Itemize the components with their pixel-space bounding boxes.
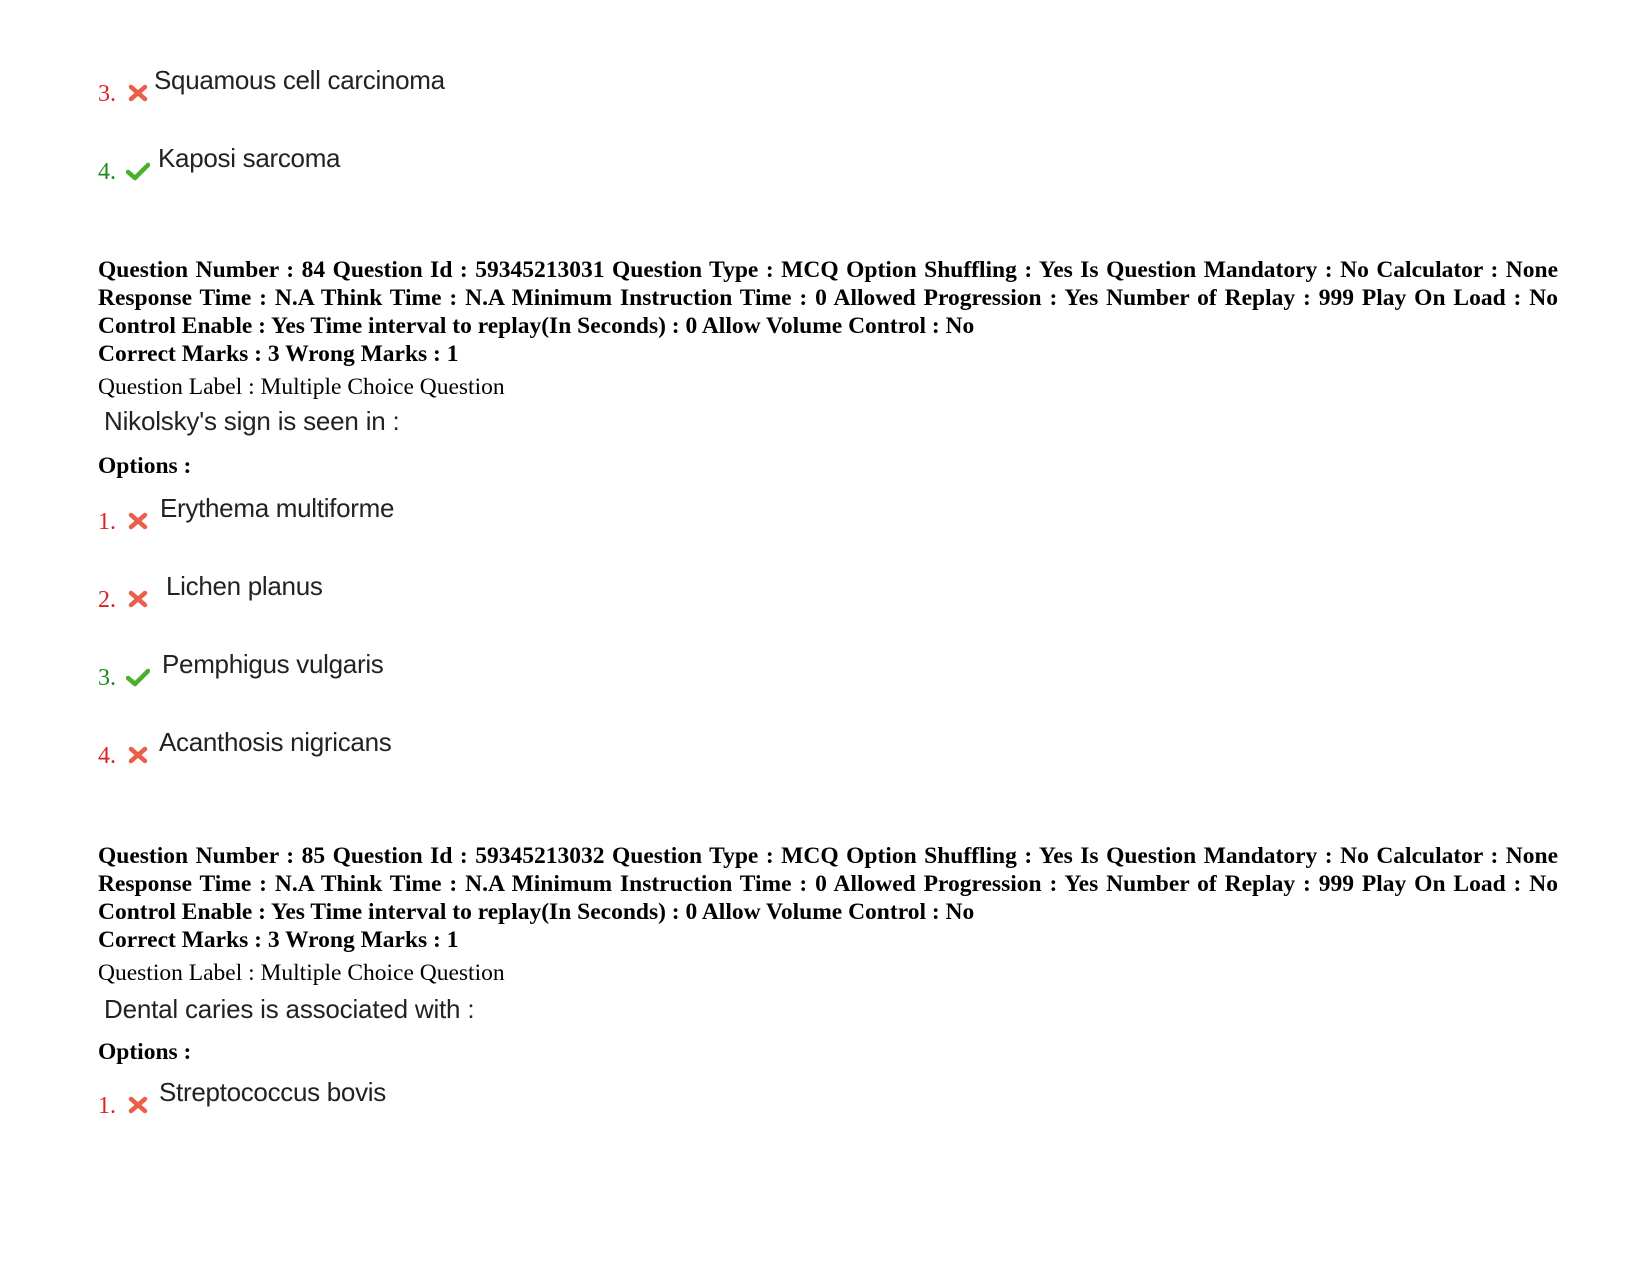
cross-icon <box>126 744 150 766</box>
question-text: Nikolsky's sign is seen in : <box>104 406 400 436</box>
option-text: Squamous cell carcinoma <box>154 65 445 95</box>
option-row <box>98 650 798 690</box>
option-row <box>98 728 798 768</box>
question-marks: Correct Marks : 3 Wrong Marks : 1 <box>98 927 459 953</box>
option-text: Kaposi sarcoma <box>158 143 341 173</box>
question-text: Dental caries is associated with : <box>104 994 475 1024</box>
option-text: Pemphigus vulgaris <box>162 649 384 679</box>
option-number: 4. <box>98 159 116 185</box>
option-row <box>98 572 798 612</box>
option-text: Acanthosis nigricans <box>159 727 392 757</box>
options-heading: Options : <box>98 1039 192 1065</box>
option-text: Erythema multiforme <box>160 493 395 523</box>
cross-icon <box>126 588 150 610</box>
option-number: 2. <box>98 587 116 613</box>
cross-icon <box>126 82 150 104</box>
option-row <box>98 1078 798 1118</box>
option-number: 1. <box>98 509 116 535</box>
question-marks: Correct Marks : 3 Wrong Marks : 1 <box>98 341 459 367</box>
question-meta: Question Number : 85 Question Id : 59345213032 Question Type : MCQ Option Shuffling : Yes Is Question Mandatory : No Calculator : None Response Time : N.A Think Time : N.A Minimum Instruction Time : 0 Allowed Progression : Yes Number of Replay : 999 Play On Load : No Control Enable : Yes Time interval to replay(In Seconds) : 0 Allow Volume Control : No <box>98 843 1558 925</box>
cross-icon <box>126 510 150 532</box>
question-label: Question Label : Multiple Choice Question <box>98 374 505 400</box>
option-number: 3. <box>98 665 116 691</box>
cross-icon <box>126 1094 150 1116</box>
question-label: Question Label : Multiple Choice Question <box>98 960 505 986</box>
options-heading: Options : <box>98 453 192 479</box>
question-meta: Question Number : 84 Question Id : 59345213031 Question Type : MCQ Option Shuffling : Yes Is Question Mandatory : No Calculator : None Response Time : N.A Think Time : N.A Minimum Instruction Time : 0 Allowed Progression : Yes Number of Replay : 999 Play On Load : No Control Enable : Yes Time interval to replay(In Seconds) : 0 Allow Volume Control : No <box>98 257 1558 339</box>
option-row <box>98 494 798 534</box>
check-icon <box>126 666 150 688</box>
option-row <box>98 66 798 106</box>
option-number: 3. <box>98 81 116 107</box>
option-text: Lichen planus <box>166 571 323 601</box>
option-number: 4. <box>98 743 116 769</box>
check-icon <box>126 160 150 182</box>
option-number: 1. <box>98 1093 116 1119</box>
option-row <box>98 144 798 184</box>
option-text: Streptococcus bovis <box>159 1077 386 1107</box>
